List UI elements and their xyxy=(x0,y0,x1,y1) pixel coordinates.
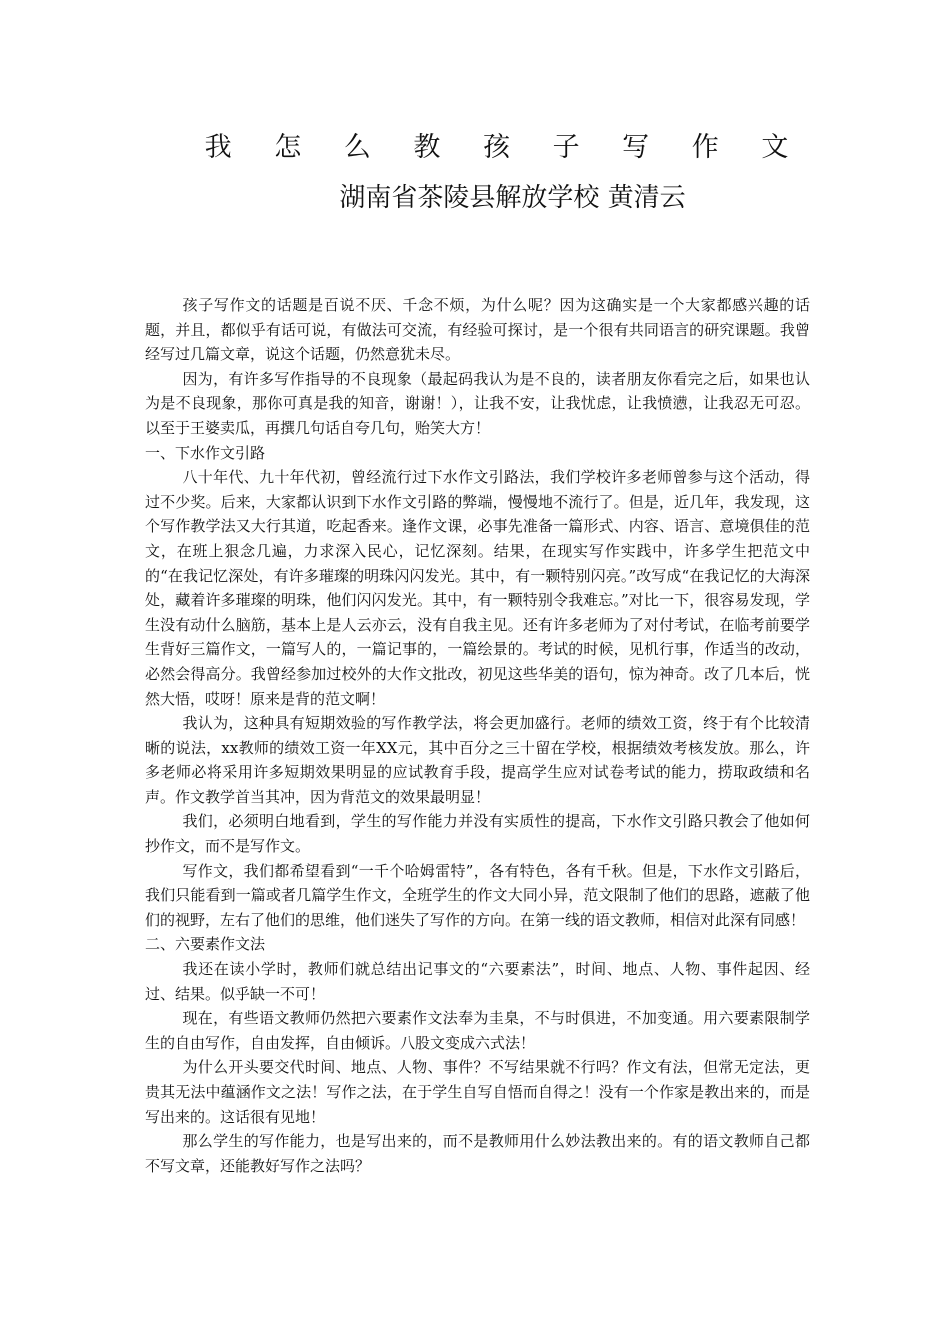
paragraph: 我们，必须明白地看到，学生的写作能力并没有实质性的提高，下水作文引路只教会了他如何抄作文，而不是写作文。 xyxy=(145,812,810,856)
paragraph: 我认为，这种具有短期效验的写作教学法，将会更加盛行。老师的绩效工资，终于有个比较清晰的说法，xx教师的绩效工资一年XX元，其中百分之三十留在学校，根据绩效考核发放。那么，许多老师必将采用许多短期效果明显的应试教育手段，提高学生应对试卷考试的能力，捞取政绩和名声。作文教学首当其冲，因为背范文的效果最明显！ xyxy=(145,714,810,806)
paragraph: 孩子写作文的话题是百说不厌、千念不烦，为什么呢？因为这确实是一个大家都感兴趣的话题，并且，都似乎有话可说，有做法可交流，有经验可探讨，是一个很有共同语言的研究课题。我曾经写过几篇文章，说这个话题，仍然意犹未尽。 xyxy=(145,296,810,364)
section-heading: 二、六要素作文法 xyxy=(145,935,266,954)
page-title: 我 怎 么 教 孩 子 写 作 文 xyxy=(204,132,806,163)
paragraph: 为什么开头要交代时间、地点、人物、事件？不写结果就不行吗？作文有法，但常无定法，更贵其无法中蕴涵作文之法！写作之法，在于学生自写自悟而自得之！没有一个作家是教出来的，而是写出来的。这话很有见地！ xyxy=(145,1058,810,1126)
section-heading: 一、下水作文引路 xyxy=(145,443,266,462)
paragraph: 因为，有许多写作指导的不良现象（最起码我认为是不良的，读者朋友你看完之后，如果也认为是不良现象，那你可真是我的知音，谢谢！），让我不安，让我忧虑，让我愤懑，让我忍无可忍。以至于王婆卖瓜，再撰几句话自夸几句，贻笑大方！ xyxy=(145,369,810,437)
paragraph: 八十年代、九十年代初，曾经流行过下水作文引路法，我们学校许多老师曾参与这个活动，得过不少奖。后来，大家都认识到下水作文引路的弊端，慢慢地不流行了。但是，近几年，我发现，这个写作教学法又大行其道，吃起香来。逢作文课，必事先准备一篇形式、内容、语言、意境俱佳的范文，在班上狠念几遍，力求深入民心，记忆深刻。结果，在现实写作实践中，许多学生把范文中的“在我记忆深处，有许多璀璨的明珠闪闪发光。其中，有一颗特别闪亮。”改写成“在我记忆的大海深处，藏着许多璀璨的明珠，他们闪闪发光。其中，有一颗特别令我难忘。”对比一下，很容易发现，学生没有动什么脑筋，基本上是人云亦云，没有自我主见。还有许多老师为了对付考试，在临考前要学生背好三篇作文，一篇写人的，一篇记事的，一篇绘景的。考试的时候，见机行事，作适当的改动，必然会得高分。我曾经参加过校外的大作文批改，初见这些华美的语句，惊为神奇。改了几本后，恍然大悟，哎呀！原来是背的范文啊！ xyxy=(145,468,810,708)
paragraph: 现在，有些语文教师仍然把六要素作文法奉为圭臬，不与时俱进，不加变通。用六要素限制学生的自由写作，自由发挥，自由倾诉。八股文变成六式法！ xyxy=(145,1009,810,1052)
paragraph: 那么学生的写作能力，也是写出来的，而不是教师用什么妙法教出来的。有的语文教师自己都不写文章，还能教好写作之法吗？ xyxy=(145,1132,810,1175)
author-line: 湖南省茶陵县解放学校 黄清云 xyxy=(339,183,686,213)
paragraph: 写作文，我们都希望看到“一千个哈姆雷特”，各有特色，各有千秋。但是，下水作文引路后，我们只能看到一篇或者几篇学生作文，全班学生的作文大同小异，范文限制了他们的思路，遮蔽了他们的视野，左右了他们的思维，他们迷失了写作的方向。在第一线的语文教师，相信对此深有同感！ xyxy=(145,861,810,929)
paragraph: 我还在读小学时，教师们就总结出记事文的“六要素法”，时间、地点、人物、事件起因、经过、结果。似乎缺一不可！ xyxy=(145,960,810,1003)
article-body xyxy=(145,293,810,1178)
